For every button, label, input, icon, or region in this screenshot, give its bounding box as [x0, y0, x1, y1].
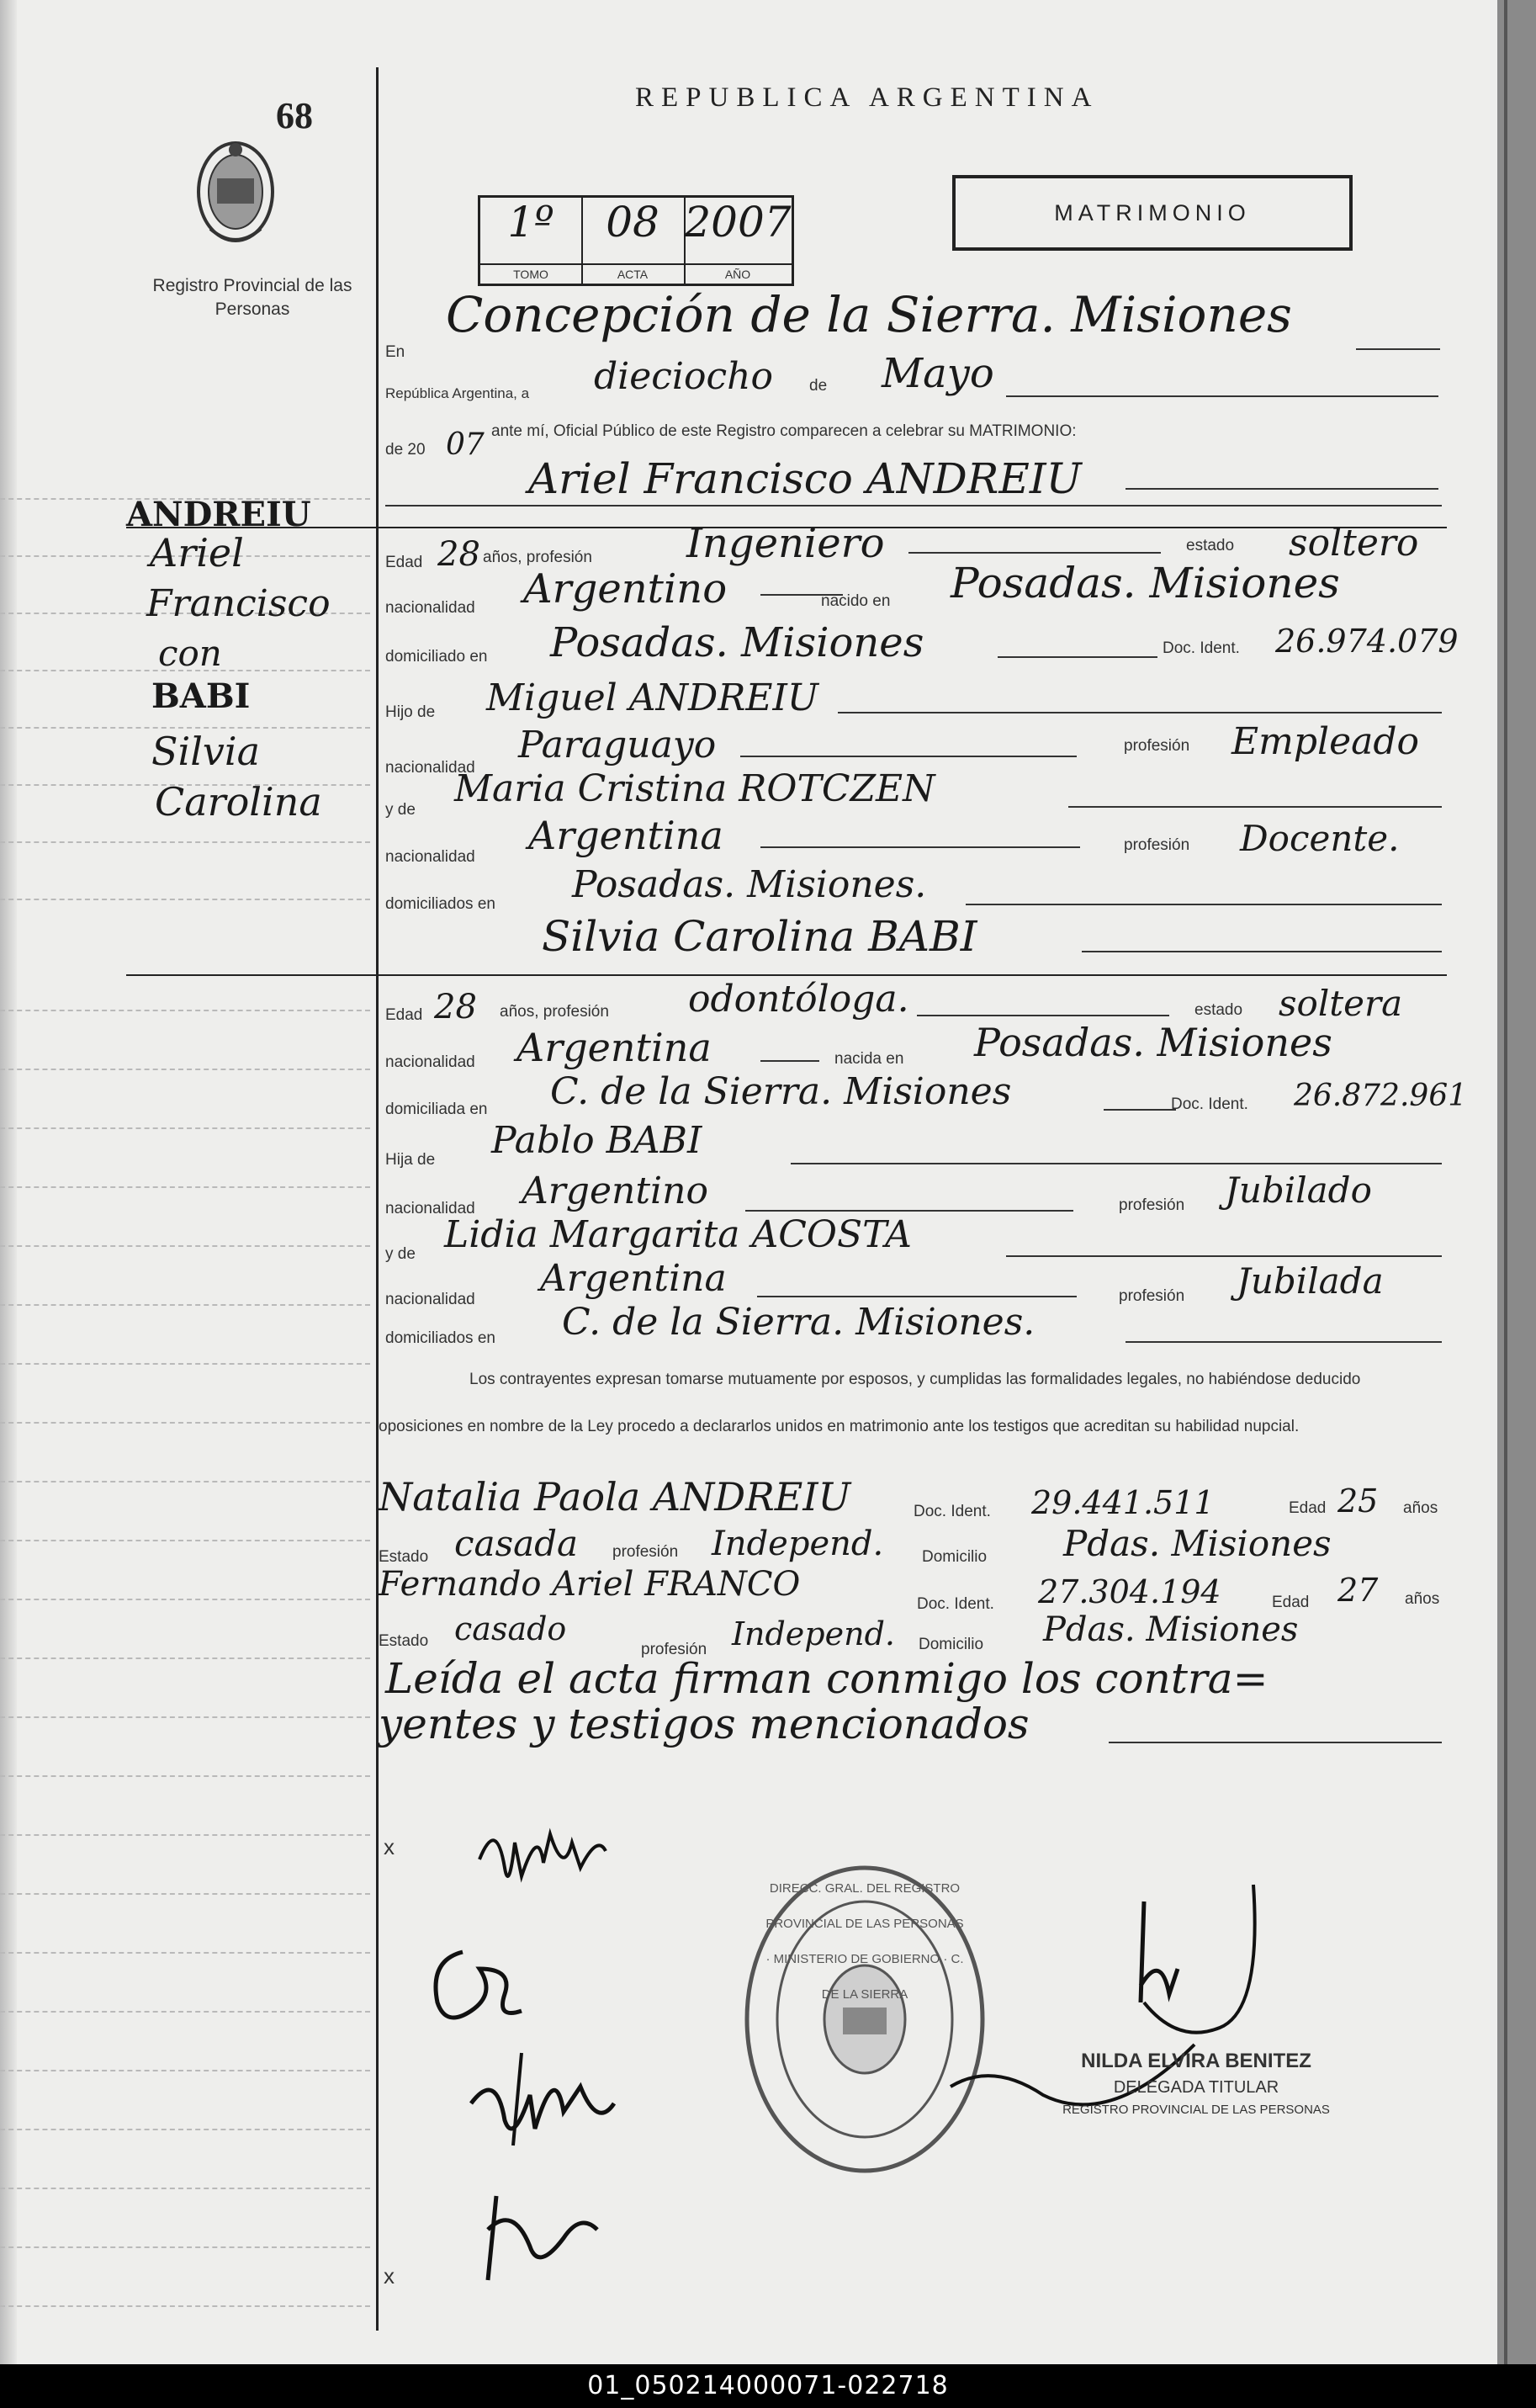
month: Mayo [882, 350, 994, 397]
rule-line [0, 1540, 370, 1543]
dom-label: domiciliado en [385, 648, 488, 666]
page-title: REPUBLICA ARGENTINA [635, 82, 1099, 113]
groom-mother-nationality: Argentina [528, 813, 723, 858]
fill-line [760, 846, 1080, 848]
coat-of-arms-icon [192, 136, 279, 254]
rule-line [0, 1069, 370, 1072]
nacido-label: nacido en [821, 592, 891, 610]
agency-name: Registro Provincial de las Personas [152, 276, 352, 319]
signature-mark: x [384, 2263, 395, 2289]
padres-dom-label: domiciliados en [385, 895, 495, 913]
prof-label: profesión [612, 1543, 679, 1561]
year-prefix: de 20 [385, 441, 426, 459]
yde-label: y de [385, 801, 416, 819]
fill-line [385, 505, 1442, 507]
witness-1-name: Natalia Paola ANDREIU [379, 1474, 851, 1520]
record-number-box [478, 195, 794, 286]
bride-name: Silvia Carolina BABI [542, 912, 977, 961]
witness-2-residence: Pdas. Misiones [1043, 1610, 1299, 1649]
groom-status: soltero [1289, 522, 1419, 565]
bride-birthplace: Posadas. Misiones [974, 1020, 1332, 1065]
rule-line [0, 1893, 370, 1896]
doc-label: Doc. Ident. [1163, 639, 1240, 657]
rule-line [0, 1716, 370, 1720]
bride-father: Pablo BABI [491, 1119, 702, 1162]
nac-label: nacionalidad [385, 1291, 475, 1308]
fill-line [1109, 1742, 1442, 1743]
groom-mother-profession: Docente. [1240, 818, 1400, 859]
rule-line [0, 1245, 370, 1249]
anos-label: años, profesión [483, 549, 592, 566]
bride-mother: Lidia Margarita ACOSTA [444, 1213, 912, 1256]
rule-line [0, 1599, 370, 1602]
estado-label: estado [1186, 537, 1235, 554]
domicilio-label: Domicilio [919, 1636, 984, 1653]
image-id-footer: 01_050214000071-022718 [0, 2364, 1536, 2408]
margin-name: ANDREIU [126, 495, 311, 534]
padres-dom-label: domiciliados en [385, 1329, 495, 1347]
groom-father: Miguel ANDREIU [486, 676, 818, 719]
bride-status: soltera [1279, 983, 1403, 1024]
rule-line [0, 1422, 370, 1425]
fill-line [1126, 488, 1438, 490]
witness-2-profession: Independ. [732, 1615, 895, 1652]
official-block [1028, 2050, 1364, 2117]
rule-line [0, 899, 370, 902]
page-binding [0, 0, 17, 2364]
rule-line [0, 1127, 370, 1131]
fill-line [745, 1210, 1073, 1212]
bride-nationality: Argentina [516, 1025, 712, 1070]
fill-line [908, 552, 1161, 554]
yde-label: y de [385, 1245, 416, 1263]
margin-name: Ariel [150, 530, 244, 575]
folio-number: 68 [276, 95, 313, 136]
doc-label: Doc. Ident. [914, 1503, 991, 1520]
doc-label: Doc. Ident. [1171, 1095, 1248, 1113]
rule-line [0, 2246, 370, 2250]
signature-icon [412, 1935, 538, 2036]
place: Concepción de la Sierra. Misiones [446, 286, 1292, 343]
bride-age: 28 [434, 988, 477, 1026]
rule-line [0, 1304, 370, 1307]
fill-line [1006, 1255, 1442, 1257]
section-divider [126, 974, 1447, 976]
estado-label: Estado [379, 1632, 429, 1650]
fill-line [1006, 395, 1438, 397]
signature-icon [463, 1809, 614, 1901]
bride-father-nationality: Argentino [522, 1170, 708, 1212]
rule-line [0, 1952, 370, 1955]
groom-name: Ariel Francisco ANDREIU [528, 454, 1082, 503]
groom-doc: 26.974.079 [1275, 623, 1459, 660]
witness-1-residence: Pdas. Misiones [1063, 1523, 1332, 1564]
rule-line [0, 1186, 370, 1190]
declaration-text: Los contrayentes expresan tomarse mutuamente por esposos, y cumplidas las formalidades legales, no habiéndose deducido oposiciones en nombre de la Ley procedo a declararlos unidos en matrimonio ante los testigos que acreditan su habilidad nupcial. [379, 1371, 1361, 1435]
witness-2-name: Fernando Ariel FRANCO [379, 1565, 801, 1604]
bride-mother-profession: Jubilada [1237, 1260, 1384, 1302]
groom-mother: Maria Cristina ROTCZEN [454, 767, 935, 810]
closing-line-1: Leída el acta firman conmigo los contra= [385, 1654, 1269, 1703]
groom-parents-residence: Posadas. Misiones. [572, 863, 927, 906]
rule-line [0, 2070, 370, 2073]
signature-mark: x [384, 1834, 395, 1859]
rule-line [0, 1834, 370, 1838]
acta-value: 08 [606, 198, 659, 247]
record-type-box: MATRIMONIO [952, 175, 1353, 251]
rule-line [0, 1657, 370, 1661]
rule-line [0, 2188, 370, 2191]
fill-line [998, 656, 1157, 658]
year-suffix: 07 [446, 427, 485, 462]
groom-age: 28 [437, 535, 480, 574]
groom-birthplace: Posadas. Misiones [951, 559, 1340, 607]
signature-icon [454, 2045, 631, 2154]
fill-line [757, 1296, 1077, 1297]
fill-line [740, 756, 1077, 757]
estado-label: Estado [379, 1548, 429, 1566]
signature-icon [463, 2179, 606, 2289]
tomo-label: TOMO [480, 263, 581, 284]
hijo-label: Hijo de [385, 703, 436, 721]
groom-profession: Ingeniero [686, 520, 885, 567]
anio-label: AÑO [684, 263, 792, 284]
official-agency: REGISTRO PROVINCIAL DE LAS PERSONAS [1062, 2103, 1330, 2117]
bride-mother-nationality: Argentina [540, 1257, 727, 1300]
fill-line [1126, 1341, 1442, 1343]
fill-line [966, 904, 1442, 905]
witness-1-profession: Independ. [712, 1525, 884, 1563]
prof-label: profesión [1119, 1287, 1185, 1305]
rule-line [0, 2011, 370, 2014]
prof-label: profesión [1124, 737, 1190, 755]
witness-2-doc: 27.304.194 [1038, 1573, 1221, 1610]
edad-label: Edad [385, 1006, 423, 1024]
book-edge [1497, 0, 1536, 2364]
groom-father-profession: Empleado [1231, 720, 1420, 763]
fill-line [1082, 951, 1442, 952]
fill-line [917, 1015, 1169, 1016]
bride-profession: odontóloga. [688, 978, 909, 1021]
bride-residence: C. de la Sierra. Misiones [550, 1070, 1012, 1113]
margin-name: Silvia [151, 729, 261, 774]
margin-name: Carolina [155, 779, 322, 825]
fill-line [1068, 806, 1442, 808]
margin-name: con [158, 633, 222, 674]
bride-father-profession: Jubilado [1225, 1170, 1372, 1211]
prof-label: profesión [1119, 1196, 1185, 1214]
witness-2-status: casado [454, 1610, 567, 1647]
rule-line [0, 1010, 370, 1013]
fill-line [1356, 348, 1440, 350]
fill-line [1104, 1109, 1176, 1111]
edad-label: Edad [1272, 1594, 1310, 1611]
closing-line-2: yentes y testigos mencionados [379, 1700, 1030, 1748]
tomo-value: 1º [507, 198, 554, 247]
rule-line [0, 1481, 370, 1484]
hija-label: Hija de [385, 1151, 436, 1169]
rule-line [0, 1363, 370, 1366]
estado-label: estado [1194, 1001, 1243, 1019]
de-label: de [809, 377, 828, 395]
anio-value: 2007 [684, 198, 792, 247]
rule-line [0, 2129, 370, 2132]
fill-line [760, 1060, 819, 1062]
anos-label: años [1405, 1590, 1440, 1608]
fill-line [838, 712, 1442, 713]
official-role: DELEGADA TITULAR [1113, 2078, 1279, 2097]
margin-name: BABI [151, 676, 251, 716]
official-name: NILDA ELVIRA BENITEZ [1081, 2050, 1311, 2072]
nac-label: nacionalidad [385, 1053, 475, 1071]
rule-line [0, 1775, 370, 1779]
republica-label: República Argentina, a [385, 385, 530, 401]
prof-label: profesión [1124, 836, 1190, 854]
intro-text: ante mí, Oficial Público de este Registro comparecen a celebrar su MATRIMONIO: [491, 422, 1077, 440]
bride-doc: 26.872.961 [1294, 1079, 1468, 1113]
edad-label: Edad [385, 554, 423, 571]
domicilio-label: Domicilio [922, 1548, 988, 1566]
rule-line [0, 841, 370, 845]
anos-label: años [1403, 1499, 1438, 1517]
nac-label: nacionalidad [385, 599, 475, 617]
witness-1-doc: 29.441.511 [1031, 1484, 1215, 1521]
column-divider [376, 67, 379, 2331]
nacida-label: nacida en [834, 1050, 904, 1068]
nac-label: nacionalidad [385, 759, 475, 777]
prof-label: profesión [641, 1641, 707, 1658]
acta-label: ACTA [581, 263, 684, 284]
groom-father-nationality: Paraguayo [518, 724, 717, 766]
anos-label: años, profesión [500, 1003, 609, 1021]
nac-label: nacionalidad [385, 848, 475, 866]
nac-label: nacionalidad [385, 1200, 475, 1217]
witness-1-age: 25 [1337, 1482, 1379, 1520]
margin-name: Francisco [146, 582, 331, 625]
day: dieciocho [594, 355, 773, 398]
stamp-text: DIRECC. GRAL. DEL REGISTRO PROVINCIAL DE LAS PERSONAS · MINISTERIO DE GOBIERNO · C. DE LA SIERRA [765, 1881, 964, 2002]
edad-label: Edad [1289, 1499, 1327, 1517]
doc-label: Doc. Ident. [917, 1595, 994, 1613]
bride-parents-residence: C. de la Sierra. Misiones. [562, 1301, 1035, 1344]
witness-1-status: casada [454, 1523, 579, 1564]
witness-2-age: 27 [1337, 1572, 1379, 1609]
dom-label: domiciliada en [385, 1101, 488, 1118]
rule-line [0, 2305, 370, 2309]
fill-line [791, 1163, 1442, 1164]
en-label: En [385, 343, 405, 361]
groom-residence: Posadas. Misiones [550, 619, 924, 666]
groom-nationality: Argentino [523, 565, 728, 613]
